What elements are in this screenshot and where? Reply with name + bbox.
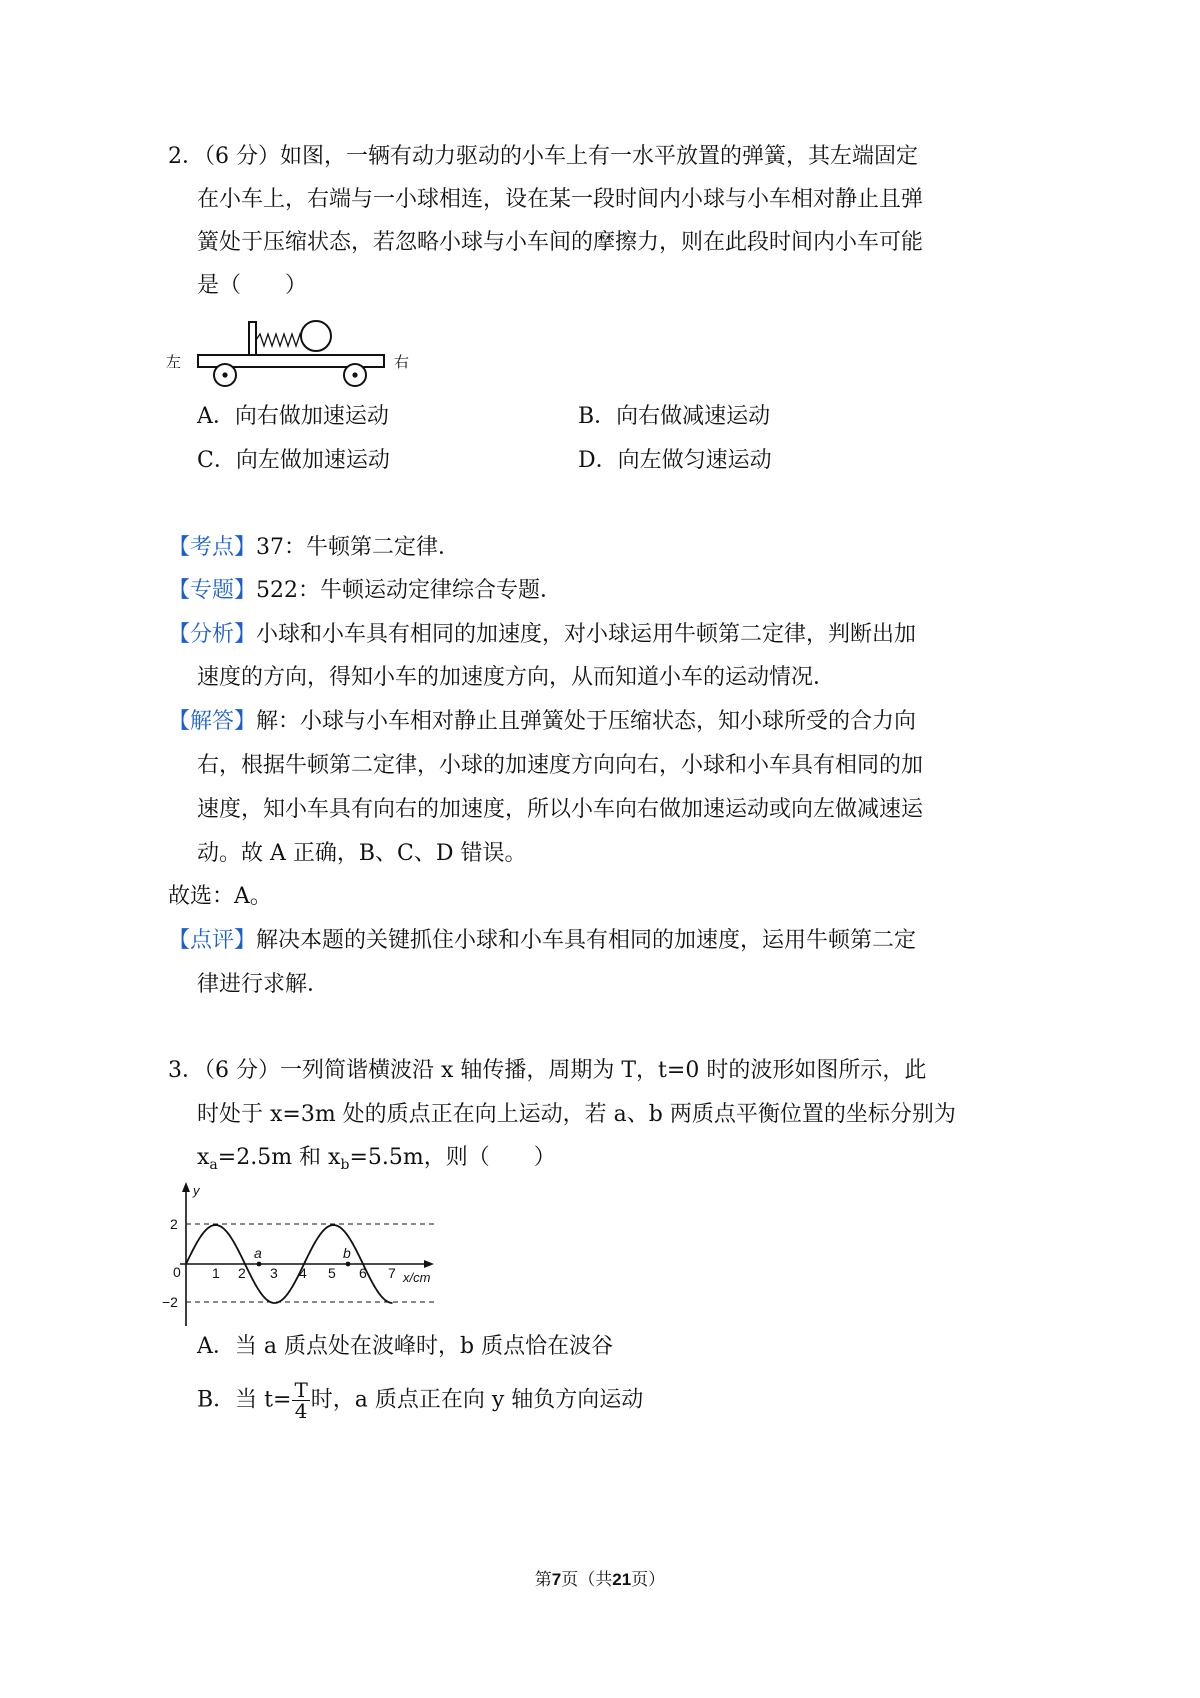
y-axis-label: y xyxy=(193,1183,200,1198)
spring xyxy=(256,334,302,346)
point-b-label: b xyxy=(343,1245,351,1261)
point-a-dot xyxy=(257,1262,262,1267)
wave-graph xyxy=(160,1180,450,1330)
fraction-t-over-4: $\frac{T}{4}$ xyxy=(294,1378,308,1423)
jieda-line-1: 【解答】解：小球与小车相对静止且弹簧处于压缩状态，知小球所受的合力向 xyxy=(168,709,917,734)
jieda-line-4: 动。故 A 正确，B、C、D 错误。 xyxy=(197,841,527,866)
q3-stem-line-1: 3．（6 分）一列简谐横波沿 x 轴传播，周期为 T，t=0 时的波形如图所示，此 xyxy=(168,1058,927,1083)
y-tick-neg2: −2 xyxy=(162,1294,178,1310)
zhuanti-line: 【专题】522：牛顿运动定律综合专题． xyxy=(168,578,563,603)
page-number: 7 xyxy=(551,1570,562,1589)
q3-number: 3． xyxy=(168,1058,204,1083)
q2-option-d: D．向左做匀速运动 xyxy=(578,448,772,473)
q2-option-a: A．向右做加速运动 xyxy=(197,404,389,429)
q2-stem-line-1: 2．（6 分）如图，一辆有动力驱动的小车上有一水平放置的弹簧，其左端固定 xyxy=(168,144,918,169)
x-tick-7: 7 xyxy=(388,1265,396,1281)
fenxi-line-2: 速度的方向，得知小车的加速度方向，从而知道小车的运动情况． xyxy=(197,665,836,690)
q3-option-b: B．当 t= $\frac{T}{4}$ 时，a 质点正在向 y 轴负方向运动 xyxy=(197,1378,644,1423)
figure-left-label: 左 xyxy=(166,354,182,371)
x-tick-3: 3 xyxy=(270,1265,278,1281)
point-b-dot xyxy=(346,1262,351,1267)
cart-spring-figure xyxy=(160,315,420,395)
q2-number: 2． xyxy=(168,144,204,169)
fenxi-line-1: 【分析】小球和小车具有相同的加速度，对小球运用牛顿第二定律，判断出加 xyxy=(168,622,917,647)
dianping-line-1: 【点评】解决本题的关键抓住小球和小车具有相同的加速度，运用牛顿第二定 xyxy=(168,928,917,953)
x-tick-1: 1 xyxy=(212,1265,220,1281)
x-tick-2: 2 xyxy=(238,1265,246,1281)
q3-option-a: A．当 a 质点处在波峰时，b 质点恰在波谷 xyxy=(197,1334,614,1359)
x-tick-5: 5 xyxy=(328,1265,336,1281)
jieda-line-2: 右，根据牛顿第二定律，小球的加速度方向向右，小球和小车具有相同的加 xyxy=(197,753,924,778)
q2-option-b: B．向右做减速运动 xyxy=(578,404,771,429)
jieda-line-3: 速度，知小车具有向右的加速度，所以小车向右做加速运动或向左做减速运 xyxy=(197,797,924,822)
q2-option-c: C．向左做加速运动 xyxy=(197,448,390,473)
q3-stem-line-2: 时处于 x=3m 处的质点正在向上运动，若 a、b 两质点平衡位置的坐标分别为 xyxy=(197,1102,956,1127)
ball xyxy=(301,321,331,351)
page-total: 21 xyxy=(612,1570,632,1589)
figure-right-label: 右 xyxy=(394,354,410,371)
dianping-line-2: 律进行求解． xyxy=(197,972,330,997)
guxuan-line: 故选：A。 xyxy=(168,884,272,909)
origin-label: 0 xyxy=(173,1264,181,1280)
fenxi-tag: 【分析】 xyxy=(168,622,257,647)
kaodian-line: 【考点】37：牛顿第二定律． xyxy=(168,535,461,560)
q2-stem-line-4: 是（ ） xyxy=(197,273,308,298)
kaodian-tag: 【考点】 xyxy=(168,535,257,560)
zhuanti-tag: 【专题】 xyxy=(168,578,257,603)
point-a-label: a xyxy=(254,1245,262,1261)
x-tick-6: 6 xyxy=(359,1265,367,1281)
page-footer: 第7页（共21页） xyxy=(534,1570,666,1590)
q3-stem-line-3: $x_a=2.5m$ 和 $x_b=5.5m$，则（ ） xyxy=(197,1145,556,1173)
wall-block xyxy=(249,322,256,355)
dianping-tag: 【点评】 xyxy=(168,928,257,953)
q2-stem-line-2: 在小车上，右端与一小球相连，设在某一段时间内小球与小车相对静止且弹 xyxy=(197,187,924,212)
q2-stem-line-3: 簧处于压缩状态，若忽略小球与小车间的摩擦力，则在此段时间内小车可能 xyxy=(197,230,924,255)
x-tick-4: 4 xyxy=(299,1265,307,1281)
y-tick-2: 2 xyxy=(170,1216,178,1232)
x-axis-label: x/cm xyxy=(403,1270,431,1285)
jieda-tag: 【解答】 xyxy=(168,709,257,734)
